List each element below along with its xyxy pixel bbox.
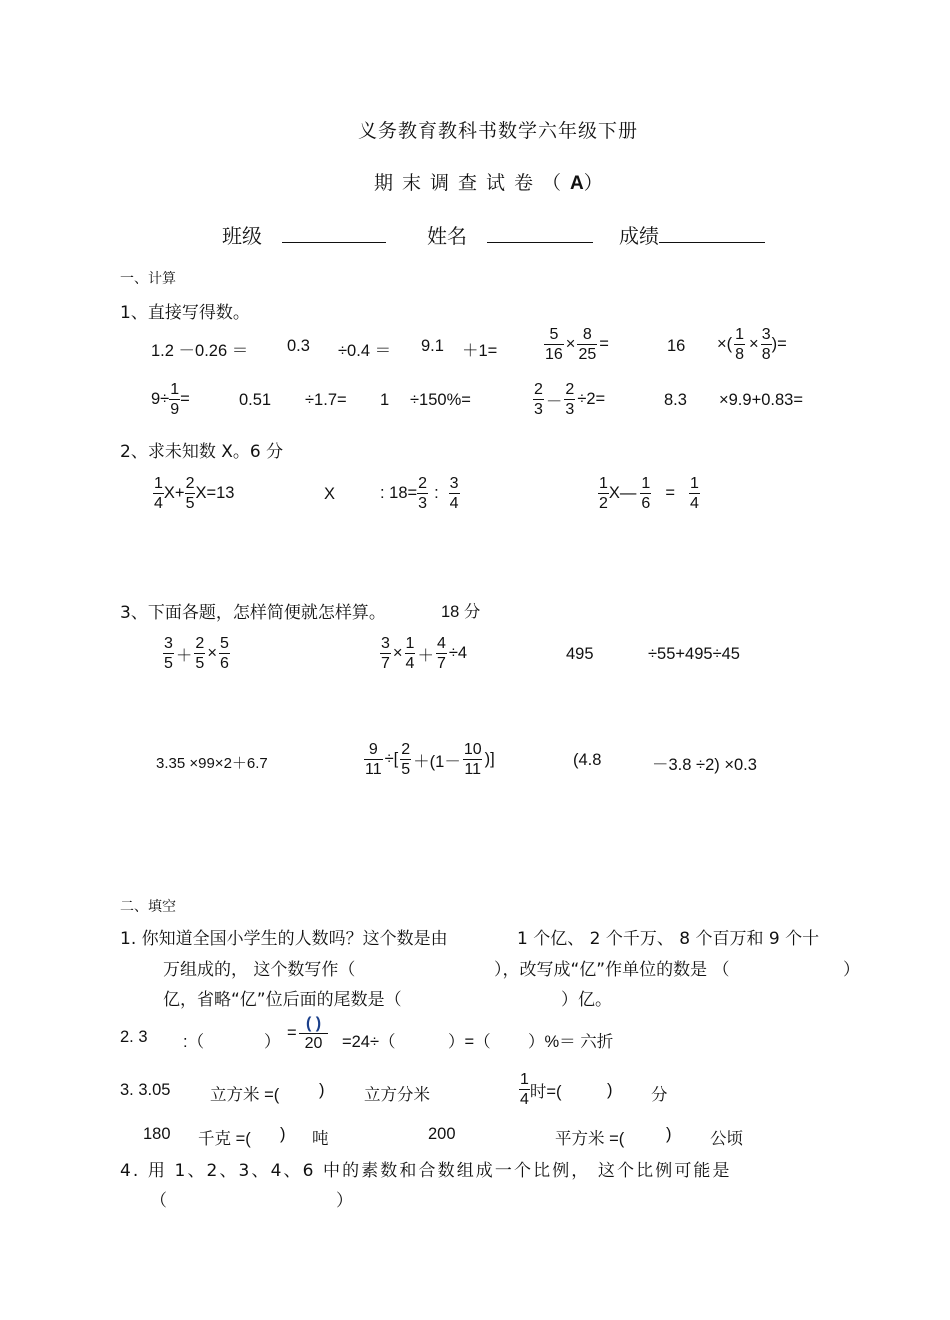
equals: =: [599, 335, 609, 353]
equation-2: [380, 474, 460, 513]
fill-3l: 200: [428, 1125, 456, 1143]
simplify-1: [163, 634, 230, 673]
frac-den: 3: [534, 401, 543, 418]
frac-den: 25: [578, 346, 597, 363]
equals: =: [287, 1024, 297, 1042]
fill-1-line3a: 亿，省略“亿”位后面的尾数是（: [163, 990, 402, 1010]
frac-num: 4: [436, 635, 446, 652]
frac-den: 7: [381, 655, 390, 672]
calc-1-1: 1.2 －0.26 ＝: [151, 342, 249, 360]
fill-3c: ): [319, 1081, 325, 1099]
frac-den: 7: [436, 655, 446, 672]
frac-num: 1: [599, 475, 608, 492]
fill-1-line2c: ）: [843, 960, 860, 980]
name-blank[interactable]: [487, 241, 593, 243]
frac-den: 4: [154, 495, 163, 512]
fill-3g: 分: [651, 1086, 668, 1104]
fill-2c: ）: [264, 1033, 281, 1051]
operator: ＋(1－: [413, 752, 461, 771]
fill-3d: 立方分米: [364, 1086, 430, 1104]
simplify-3b: ÷55+495÷45: [648, 645, 740, 663]
frac-den: 16: [545, 346, 563, 363]
frac-num: 3: [449, 475, 459, 492]
frac-den: 5: [401, 761, 411, 778]
fill-1-line1b: 1 个亿、 2 个千万、 8 个百万和 9 个十: [517, 929, 820, 949]
frac-den: 8: [735, 346, 745, 363]
simplify-3a: 495: [566, 645, 594, 663]
fill-3i: 千克 =(: [198, 1130, 251, 1148]
fill-4-line2a: （: [150, 1191, 167, 1211]
fill-3k: 吨: [312, 1130, 329, 1148]
frac-num: 1: [520, 1071, 529, 1088]
calc-1-3b: ＋1=: [462, 342, 498, 360]
closing: )=: [771, 335, 787, 353]
operator: 9÷: [151, 390, 170, 408]
calc-2-2a: 0.51: [239, 391, 272, 409]
page-subtitle: [374, 168, 612, 195]
fill-4-line2b: ）: [336, 1191, 353, 1211]
simplify-6a: (4.8: [573, 751, 602, 769]
operator: ÷2=: [577, 390, 606, 408]
frac-den: 5: [195, 655, 205, 672]
fill-2-fraction: [287, 1014, 328, 1053]
frac-num: 1: [689, 475, 699, 492]
fill-3o: 公顷: [710, 1130, 743, 1148]
section1-heading: 一、计算: [120, 271, 176, 287]
operator: X+: [163, 484, 185, 502]
frac-den: 20: [299, 1033, 329, 1053]
frac-den: 9: [170, 401, 180, 418]
operator: : 18=: [380, 484, 418, 502]
frac-den: 6: [641, 495, 651, 512]
frac-num: 3: [761, 326, 771, 343]
fill-3-fraction: [519, 1070, 562, 1109]
fill-3a: 3. 3.05: [120, 1081, 171, 1099]
fill-1-line2a: 万组成的， 这个数写作（: [163, 960, 356, 980]
q3-points: 18 分: [441, 603, 481, 621]
class-label: 班级: [222, 224, 262, 248]
class-blank[interactable]: [282, 241, 386, 243]
frac-den: 5: [164, 655, 173, 672]
simplify-6b: －3.8 ÷2) ×0.3: [652, 756, 757, 774]
frac-den: 3: [418, 495, 428, 512]
frac-den: 8: [761, 346, 771, 363]
frac-num: 5: [219, 635, 229, 652]
fill-3n: ): [666, 1125, 672, 1143]
frac-num: 1: [154, 475, 163, 492]
operator: ×: [749, 335, 759, 353]
equals: X=13: [195, 484, 235, 502]
frac-den: 4: [520, 1091, 529, 1108]
fill-3j: ): [280, 1125, 286, 1143]
section2-heading: 二、填空: [120, 899, 176, 915]
calc-1-5: [717, 325, 787, 364]
frac-num: 1: [735, 326, 745, 343]
fill-2a: 2. 3: [120, 1028, 148, 1046]
frac-num: 1: [641, 475, 651, 492]
frac-den: 4: [449, 495, 459, 512]
frac-num: 2: [195, 635, 205, 652]
calc-1-4: [544, 325, 611, 364]
operator: ×: [565, 335, 576, 353]
score-blank[interactable]: [659, 241, 765, 243]
equation-3: [598, 474, 700, 513]
frac-den: 2: [599, 495, 608, 512]
name-field: [427, 220, 593, 249]
fill-1-line1a: 1. 你知道全国小学生的人数吗？这个数是由: [120, 929, 448, 949]
operator: ÷[: [384, 750, 399, 768]
calc-1-3a: 9.1: [421, 337, 444, 355]
calc-2-3a: 1: [380, 391, 390, 409]
equals: =: [665, 484, 675, 502]
calc-1-2a: 0.3: [287, 337, 310, 355]
frac-num: 5: [549, 326, 559, 343]
frac-num: 3: [381, 635, 390, 652]
fill-4-line1: 4. 用 1、2、3、4、6 中的素数和合数组成一个比例， 这个比例可能是: [120, 1161, 732, 1181]
operator: ＋: [417, 646, 434, 665]
frac-blank-num[interactable]: ( ): [305, 1015, 322, 1032]
calc-1-5a: 16: [667, 337, 686, 355]
score-field: [619, 220, 765, 249]
operator: )]: [484, 750, 495, 768]
operator: ×: [207, 644, 217, 662]
frac-den: 11: [464, 761, 482, 778]
operator: X—: [608, 484, 637, 502]
equation-1: [153, 474, 234, 513]
simplify-5: [364, 740, 497, 779]
fill-2d: =24÷（: [342, 1033, 396, 1051]
fill-3h: 180: [143, 1125, 171, 1143]
operator: －: [545, 392, 563, 411]
frac-num: 2: [418, 475, 428, 492]
page-title: 义务教育教科书数学六年级下册: [358, 120, 639, 142]
frac-den: 4: [405, 655, 415, 672]
subtitle-pre: 期末调查试卷（: [374, 172, 571, 194]
frac-den: 4: [689, 495, 699, 512]
calc-2-5b: ×9.9+0.83=: [719, 391, 803, 409]
frac-num: 2: [401, 741, 411, 758]
fill-2b: :（: [183, 1033, 205, 1051]
frac-num: 1: [170, 381, 180, 398]
fill-2f: ）%＝ 六折: [528, 1033, 614, 1051]
q2-title: 2、求未知数 X。6 分: [120, 442, 284, 462]
frac-num: 2: [185, 475, 195, 492]
simplify-4: 3.35 ×99×2＋6.7: [156, 755, 268, 772]
fill-3f: ): [607, 1081, 613, 1099]
calc-2-3b: ÷150%=: [410, 391, 471, 409]
simplify-2: [380, 634, 469, 673]
frac-num: 10: [463, 741, 482, 758]
calc-1-2b: ÷0.4 ＝: [338, 342, 392, 360]
fill-2e: ）=（: [448, 1033, 491, 1051]
calc-2-1: [151, 380, 190, 419]
operator: ＋: [175, 646, 193, 665]
frac-den: 5: [185, 495, 195, 512]
frac-num: 8: [582, 326, 592, 343]
operator: ÷4: [448, 644, 468, 662]
fill-3m: 平方米 =(: [555, 1130, 625, 1148]
class-field: [222, 220, 386, 249]
q3-title: 3、下面各题，怎样简便就怎样算。: [120, 603, 386, 623]
calc-2-2b: ÷1.7=: [305, 391, 347, 409]
operator: ×(: [717, 335, 733, 353]
frac-num: 2: [565, 381, 575, 398]
calc-2-4: [533, 380, 607, 419]
frac-den: 3: [565, 401, 575, 418]
q1-title: 1、直接写得数。: [120, 303, 250, 323]
fill-1-line2b: ），改写成“亿”作单位的数是 （: [494, 960, 730, 980]
subtitle-post: ）: [583, 172, 612, 194]
score-label: 成绩: [619, 224, 659, 248]
calc-2-5a: 8.3: [664, 391, 687, 409]
equation-2-x: X: [324, 485, 336, 503]
frac-den: 6: [219, 655, 229, 672]
operator: :: [434, 484, 439, 502]
operator: ×: [392, 644, 403, 662]
frac-num: 2: [534, 381, 543, 398]
equals: =: [180, 390, 190, 408]
name-label: 姓名: [427, 224, 467, 248]
fill-1-line3b: ）亿。: [561, 990, 612, 1010]
subtitle-bold: A: [570, 173, 584, 194]
frac-num: 3: [164, 635, 173, 652]
fill-3b: 立方米 =(: [210, 1086, 280, 1104]
frac-num: 9: [368, 741, 378, 758]
frac-den: 11: [365, 761, 382, 778]
frac-num: 1: [405, 635, 415, 652]
unit-text: 时=(: [529, 1082, 562, 1101]
